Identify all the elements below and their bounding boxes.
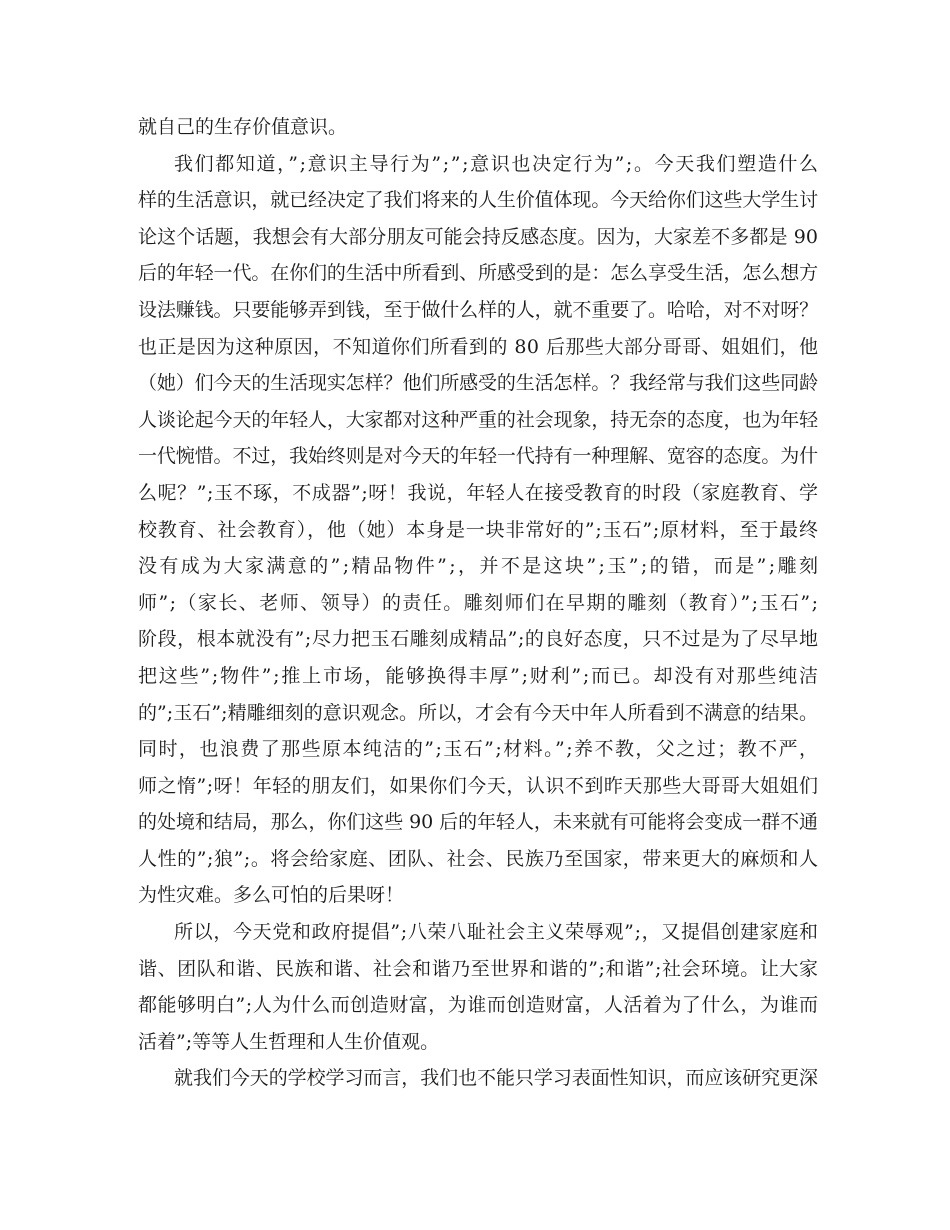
text-line: 谐、团队和谐、民族和谐、社会和谐乃至世界和谐的”;和谐”;社会环境。让大家: [138, 957, 819, 980]
text-line: 活着”;等等人生哲理和人生价值观。: [138, 1030, 440, 1053]
text-line: 都能够明白”;人为什么而创造财富，为谁而创造财富，人活着为了什么，为谁而: [138, 994, 819, 1017]
text-line: 样的生活意识，就已经决定了我们将来的人生价值体现。今天给你们这些大学生讨: [138, 189, 818, 212]
text-line: 设法赚钱。只要能够弄到钱，至于做什么样的人，就不重要了。哈哈，对不对呀？: [138, 298, 818, 321]
text-line: 也正是因为这种原因，不知道你们所看到的 80 后那些大部分哥哥、姐姐们，他: [138, 335, 819, 358]
text-line: 一代惋惜。不过，我始终则是对今天的年轻一代持有一种理解、宽容的态度。为什: [138, 445, 818, 468]
text-line: 同时，也浪费了那些原本纯洁的”;玉石”;材料。”;养不教，父之过；教不严，: [138, 738, 820, 761]
paragraph-first-line: 就我们今天的学校学习而言，我们也不能只学习表面性知识，而应该研究更深: [174, 1067, 818, 1090]
text-line: 师之惰”;呀！年轻的朋友们，如果你们今天，认识不到昨天那些大哥哥大姐姐们: [138, 774, 819, 797]
text-line: 把这些”;物件”;推上市场，能够换得丰厚”;财利”;而已。却没有对那些纯洁: [138, 664, 820, 687]
text-line: 师”;（家长、老师、领导）的责任。雕刻师们在早期的雕刻（教育）”;玉石”;: [138, 591, 820, 614]
paragraph-first-line: 我们都知道，”;意识主导行为”;”;意识也决定行为”;。今天我们塑造什么: [174, 152, 820, 175]
text-line: 为性灾难。多么可怕的后果呀！: [138, 884, 405, 907]
text-line: 的”;玉石”;精雕细刻的意识观念。所以，才会有今天中年人所看到不满意的结果。: [138, 701, 819, 724]
body-text: [138, 109, 821, 1097]
text-line: 校教育、社会教育），他（她）本身是一块非常好的”;玉石”;原材料，至于最终: [138, 518, 819, 541]
text-line: （她）们今天的生活现实怎样？他们所感受的生活怎样。？我经常与我们这些同龄: [138, 372, 818, 395]
text-line: 人谈论起今天的年轻人，大家都对这种严重的社会现象，持无奈的态度，也为年轻: [138, 408, 818, 431]
text-line: 就自己的生存价值意识。: [138, 116, 348, 138]
text-line: 的处境和结局，那么，你们这些 90 后的年轻人，未来就有可能将会变成一群不通: [138, 811, 818, 834]
text-line: 没有成为大家满意的”;精品物件”;，并不是这块”;玉”;的错，而是”;雕刻: [138, 555, 821, 578]
text-line: 么呢？”;玉不琢，不成器”;呀！我说，年轻人在接受教育的时段（家庭教育、学: [138, 481, 819, 504]
paragraph-first-line: 所以，今天党和政府提倡”;八荣八耻社会主义荣辱观”;，又提倡创建家庭和: [174, 921, 819, 944]
text-line: 人性的”;狼”;。将会给家庭、团队、社会、民族乃至国家，带来更大的麻烦和人: [138, 847, 819, 870]
text-line: 后的年轻一代。在你们的生活中所看到、所感受到的是：怎么享受生活，怎么想方: [138, 262, 818, 285]
text-line: 论这个话题，我想会有大部分朋友可能会持反感态度。因为，大家差不多都是 90: [138, 225, 819, 248]
text-line: 阶段，根本就没有”;尽力把玉石雕刻成精品”;的良好态度，只不过是为了尽早地: [138, 628, 819, 651]
